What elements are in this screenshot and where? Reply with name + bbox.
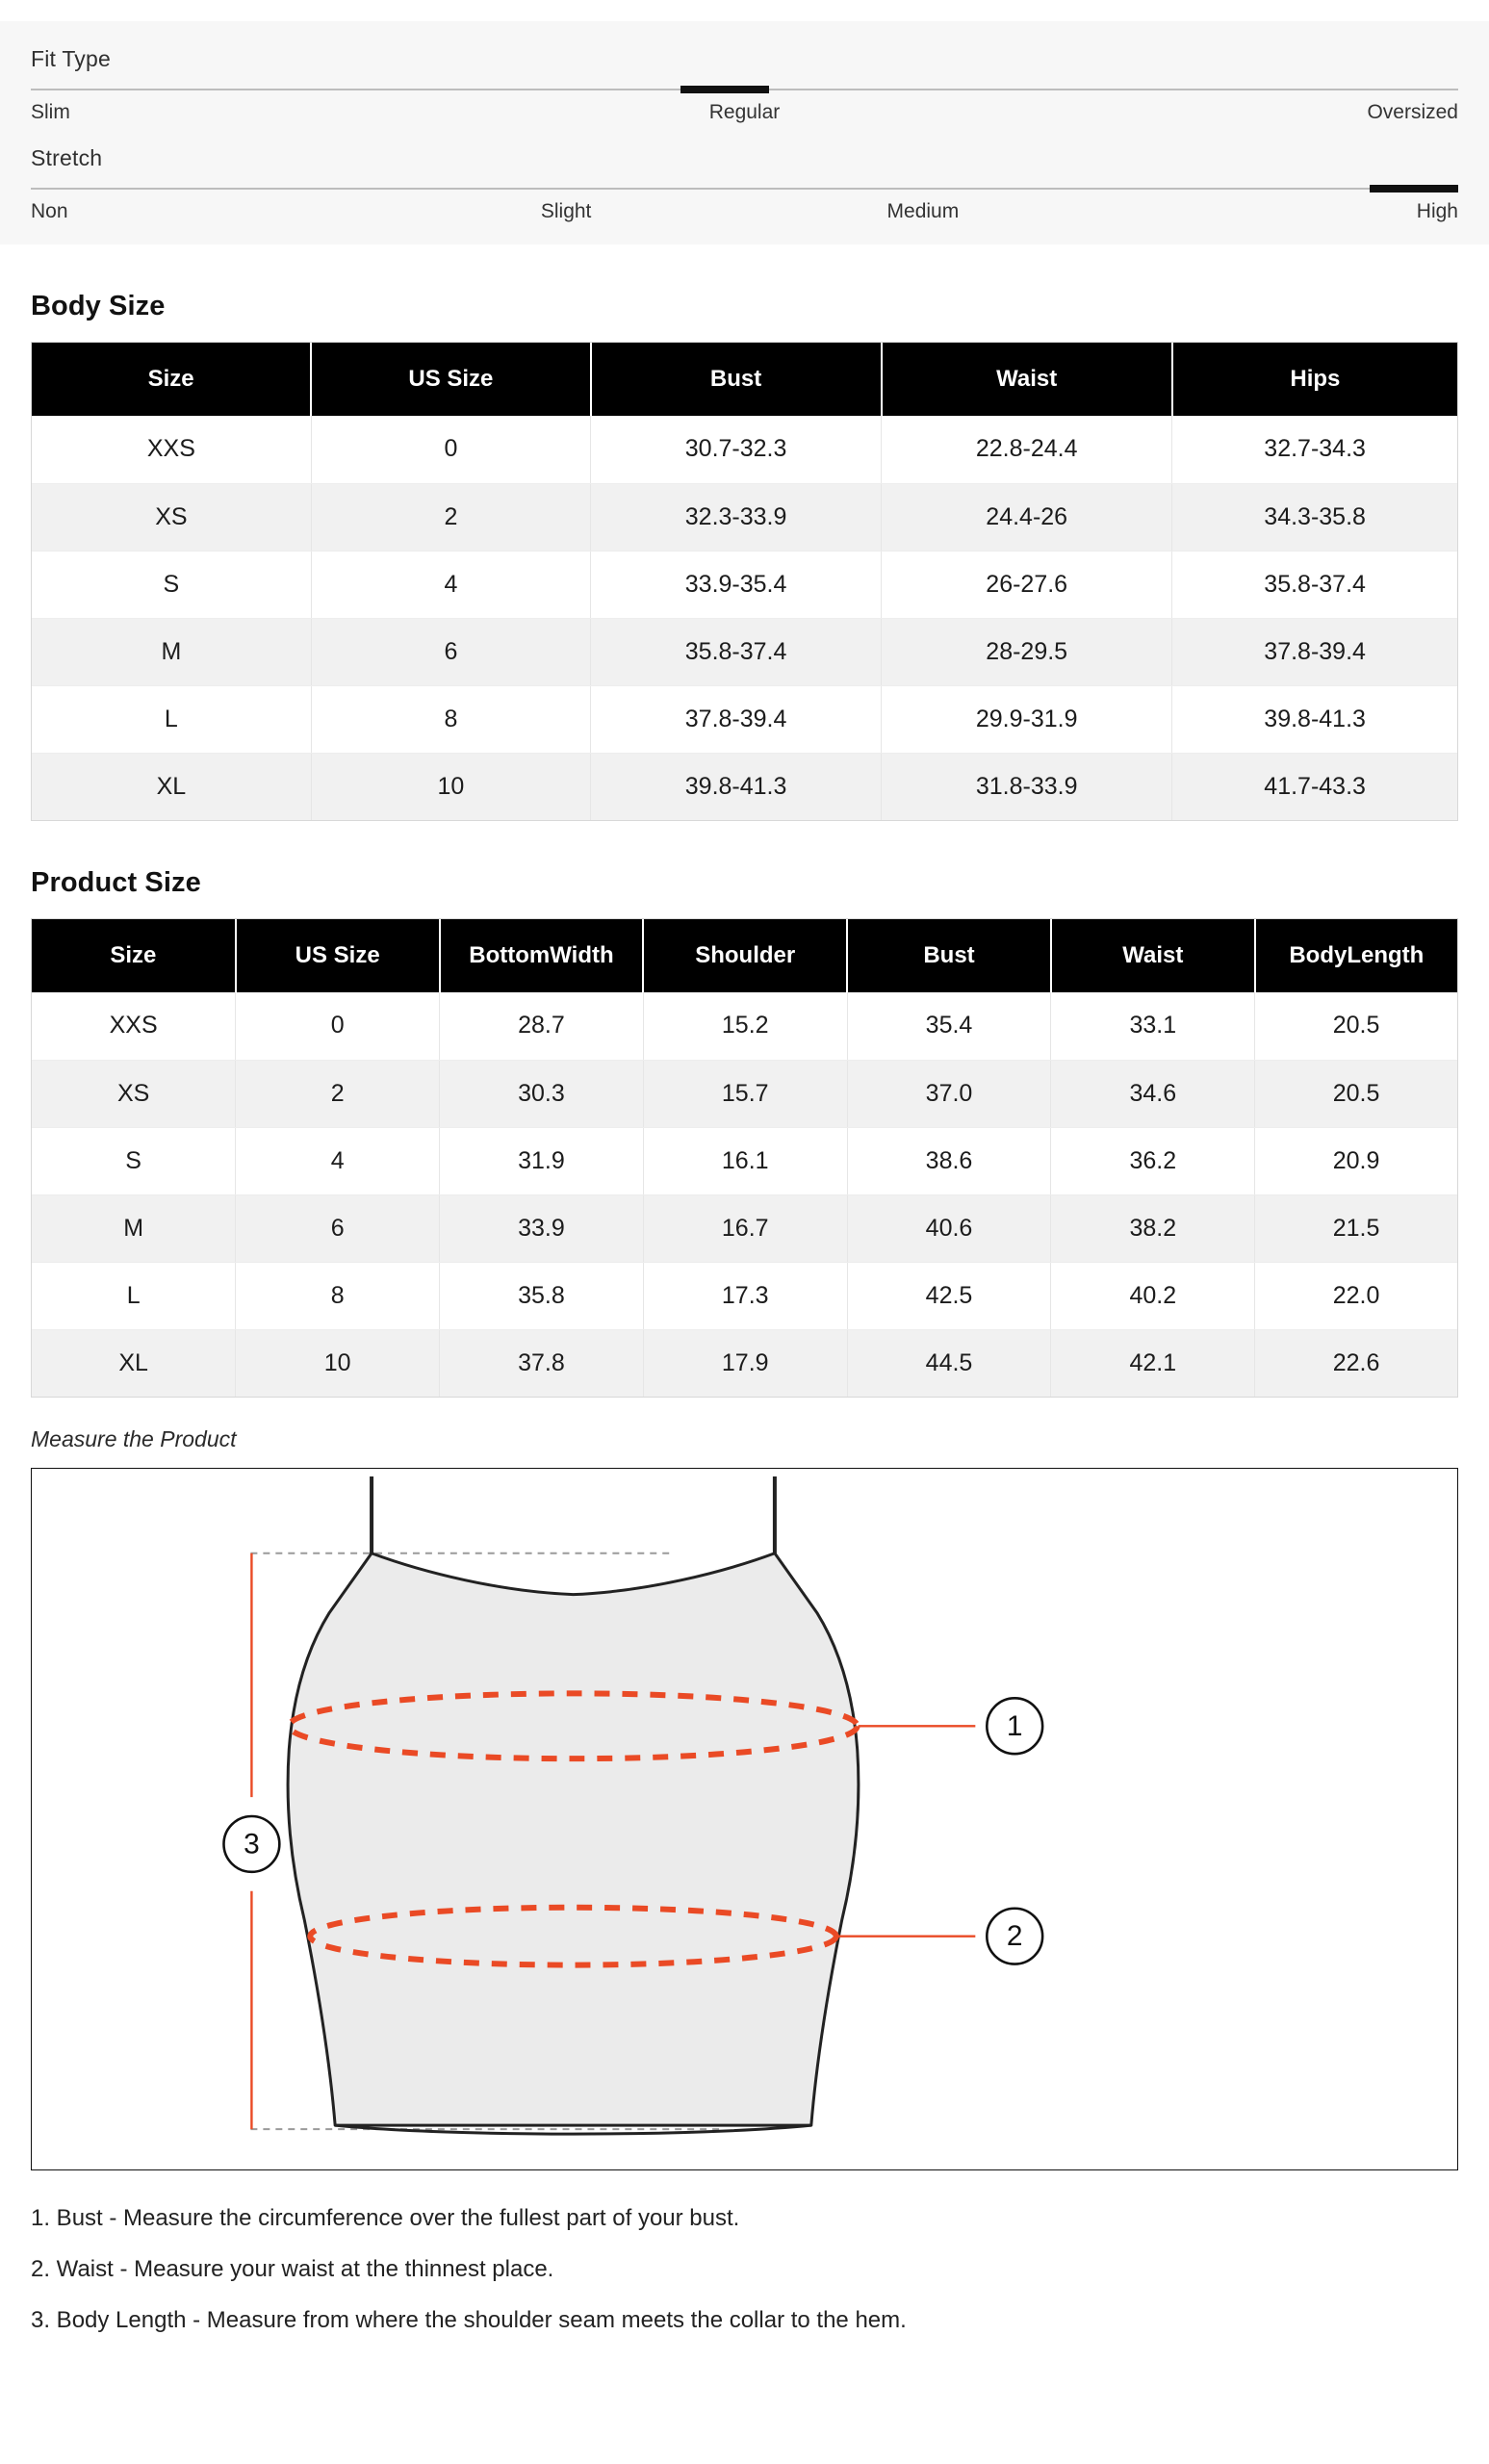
garment-body-shape (288, 1553, 859, 2125)
measurement-cell: 38.6 (847, 1127, 1051, 1194)
garment-measurement-diagram (31, 1468, 1458, 2170)
measurement-cell: 6 (236, 1194, 440, 1262)
stretch-option-slight[interactable]: Slight (540, 200, 592, 222)
body-size-table-container (31, 342, 1458, 821)
measurement-cell: 28.7 (440, 992, 644, 1060)
fit-type-option-oversized[interactable]: Oversized (1367, 101, 1458, 123)
size-cell: M (32, 1194, 236, 1262)
measurement-cell: 16.7 (643, 1194, 847, 1262)
measurement-cell: 35.8-37.4 (1172, 551, 1457, 618)
measurement-cell: 20.5 (1255, 992, 1457, 1060)
measurement-cell: 22.6 (1255, 1329, 1457, 1397)
table-header-row (32, 343, 1457, 416)
table-row (32, 483, 1457, 551)
size-cell: S (32, 1127, 236, 1194)
measurement-cell: 26-27.6 (882, 551, 1172, 618)
measurement-cell: 28-29.5 (882, 618, 1172, 685)
measurement-cell: 40.2 (1051, 1262, 1255, 1329)
size-cell: XXS (32, 416, 311, 483)
table-row (32, 992, 1457, 1060)
measurement-cell: 40.6 (847, 1194, 1051, 1262)
measurement-cell: 2 (311, 483, 590, 551)
measurement-cell: 33.1 (1051, 992, 1255, 1060)
stretch-rail (31, 188, 1458, 190)
size-cell: M (32, 618, 311, 685)
note-bust: 1. Bust - Measure the circumference over the fullest part of your bust. (31, 2205, 740, 2231)
fit-type-marker (680, 86, 769, 93)
measurement-cell: 30.3 (440, 1060, 644, 1127)
measurement-cell: 37.8-39.4 (1172, 618, 1457, 685)
measurement-cell: 4 (311, 551, 590, 618)
body-size-table-head (32, 343, 1457, 416)
size-cell: XS (32, 1060, 236, 1127)
size-guide-page (0, 21, 1489, 2336)
measurement-cell: 35.8-37.4 (591, 618, 882, 685)
measurement-cell: 29.9-31.9 (882, 685, 1172, 753)
size-cell: L (32, 1262, 236, 1329)
column-header-size: Size (32, 343, 311, 416)
fit-type-scale-labels (31, 101, 1458, 124)
measurement-cell: 21.5 (1255, 1194, 1457, 1262)
measurement-cell: 42.1 (1051, 1329, 1255, 1397)
size-cell: L (32, 685, 311, 753)
measurement-cell: 15.7 (643, 1060, 847, 1127)
measurement-cell: 41.7-43.3 (1172, 753, 1457, 820)
table-row (32, 618, 1457, 685)
measurement-cell: 39.8-41.3 (1172, 685, 1457, 753)
fit-attributes-panel (0, 21, 1489, 244)
measurement-cell: 33.9-35.4 (591, 551, 882, 618)
column-header-hips: Hips (1172, 343, 1457, 416)
table-row (32, 1060, 1457, 1127)
size-cell: S (32, 551, 311, 618)
product-size-table (32, 919, 1457, 1397)
measurement-cell: 35.8 (440, 1262, 644, 1329)
measurement-cell: 30.7-32.3 (591, 416, 882, 483)
fit-type-option-slim[interactable]: Slim (31, 101, 70, 123)
measurement-cell: 44.5 (847, 1329, 1051, 1397)
column-header-size: Size (32, 919, 236, 992)
stretch-option-medium[interactable]: Medium (886, 200, 960, 222)
fit-type-slider[interactable] (31, 86, 1458, 93)
measurement-cell: 31.9 (440, 1127, 644, 1194)
measurement-cell: 8 (236, 1262, 440, 1329)
measurement-cell: 2 (236, 1060, 440, 1127)
column-header-shoulder: Shoulder (643, 919, 847, 992)
measurement-cell: 17.9 (643, 1329, 847, 1397)
stretch-meter (31, 145, 1458, 223)
table-row (32, 1127, 1457, 1194)
column-header-bust: Bust (847, 919, 1051, 992)
stretch-marker (1370, 185, 1458, 192)
measurement-cell: 4 (236, 1127, 440, 1194)
measurement-cell: 37.0 (847, 1060, 1051, 1127)
fit-type-meter (31, 46, 1458, 124)
measurement-cell: 38.2 (1051, 1194, 1255, 1262)
measurement-cell: 10 (311, 753, 590, 820)
measurement-cell: 24.4-26 (882, 483, 1172, 551)
fit-type-label: Fit Type (31, 46, 111, 71)
note-waist: 2. Waist - Measure your waist at the thinnest place. (31, 2256, 554, 2283)
stretch-option-high[interactable]: High (1416, 200, 1458, 222)
camisole-diagram-svg (32, 1469, 1457, 2169)
fit-type-option-regular[interactable]: Regular (708, 101, 781, 123)
measurement-instructions (31, 2203, 1458, 2336)
table-row (32, 1329, 1457, 1397)
stretch-slider[interactable] (31, 185, 1458, 192)
stretch-option-non[interactable]: Non (31, 200, 68, 222)
stretch-scale-labels (31, 200, 1458, 223)
measurement-cell: 17.3 (643, 1262, 847, 1329)
callout-1-label: 1 (1006, 1709, 1023, 1742)
size-cell: XL (32, 1329, 236, 1397)
measurement-cell: 34.3-35.8 (1172, 483, 1457, 551)
measurement-cell: 39.8-41.3 (591, 753, 882, 820)
callout-marker-2 (987, 1909, 1042, 1964)
callout-marker-1 (987, 1698, 1042, 1754)
measurement-cell: 20.5 (1255, 1060, 1457, 1127)
measurement-cell: 36.2 (1051, 1127, 1255, 1194)
callout-2-label: 2 (1006, 1920, 1023, 1953)
measure-the-product-caption: Measure the Product (31, 1426, 237, 1451)
table-row (32, 753, 1457, 820)
callout-3-label: 3 (244, 1828, 260, 1861)
stretch-label: Stretch (31, 145, 103, 170)
body-size-table (32, 343, 1457, 820)
table-row (32, 551, 1457, 618)
measurement-cell: 16.1 (643, 1127, 847, 1194)
measurement-cell: 37.8-39.4 (591, 685, 882, 753)
measurement-cell: 32.7-34.3 (1172, 416, 1457, 483)
measurement-cell: 0 (236, 992, 440, 1060)
callout-marker-3 (223, 1816, 279, 1872)
measurement-cell: 34.6 (1051, 1060, 1255, 1127)
column-header-waist: Waist (1051, 919, 1255, 992)
measurement-cell: 15.2 (643, 992, 847, 1060)
measurement-cell: 37.8 (440, 1329, 644, 1397)
table-header-row (32, 919, 1457, 992)
measurement-cell: 33.9 (440, 1194, 644, 1262)
table-row (32, 685, 1457, 753)
measurement-cell: 32.3-33.9 (591, 483, 882, 551)
measurement-cell: 8 (311, 685, 590, 753)
measurement-cell: 22.8-24.4 (882, 416, 1172, 483)
product-size-table-body (32, 992, 1457, 1397)
body-size-heading: Body Size (31, 291, 166, 321)
table-row (32, 1194, 1457, 1262)
column-header-bottomwidth: BottomWidth (440, 919, 644, 992)
table-row (32, 1262, 1457, 1329)
size-cell: XXS (32, 992, 236, 1060)
measurement-cell: 31.8-33.9 (882, 753, 1172, 820)
measurement-cell: 42.5 (847, 1262, 1051, 1329)
size-cell: XS (32, 483, 311, 551)
size-cell: XL (32, 753, 311, 820)
column-header-us-size: US Size (311, 343, 590, 416)
product-size-heading: Product Size (31, 867, 201, 898)
table-row (32, 416, 1457, 483)
measurement-cell: 35.4 (847, 992, 1051, 1060)
column-header-bust: Bust (591, 343, 882, 416)
column-header-waist: Waist (882, 343, 1172, 416)
column-header-us-size: US Size (236, 919, 440, 992)
body-size-table-body (32, 416, 1457, 820)
product-size-table-head (32, 919, 1457, 992)
measurement-cell: 10 (236, 1329, 440, 1397)
note-body-length: 3. Body Length - Measure from where the shoulder seam meets the collar to the hem. (31, 2307, 907, 2334)
measurement-cell: 0 (311, 416, 590, 483)
column-header-bodylength: BodyLength (1255, 919, 1457, 992)
measurement-cell: 20.9 (1255, 1127, 1457, 1194)
measurement-cell: 6 (311, 618, 590, 685)
product-size-table-container (31, 918, 1458, 1398)
measurement-cell: 22.0 (1255, 1262, 1457, 1329)
